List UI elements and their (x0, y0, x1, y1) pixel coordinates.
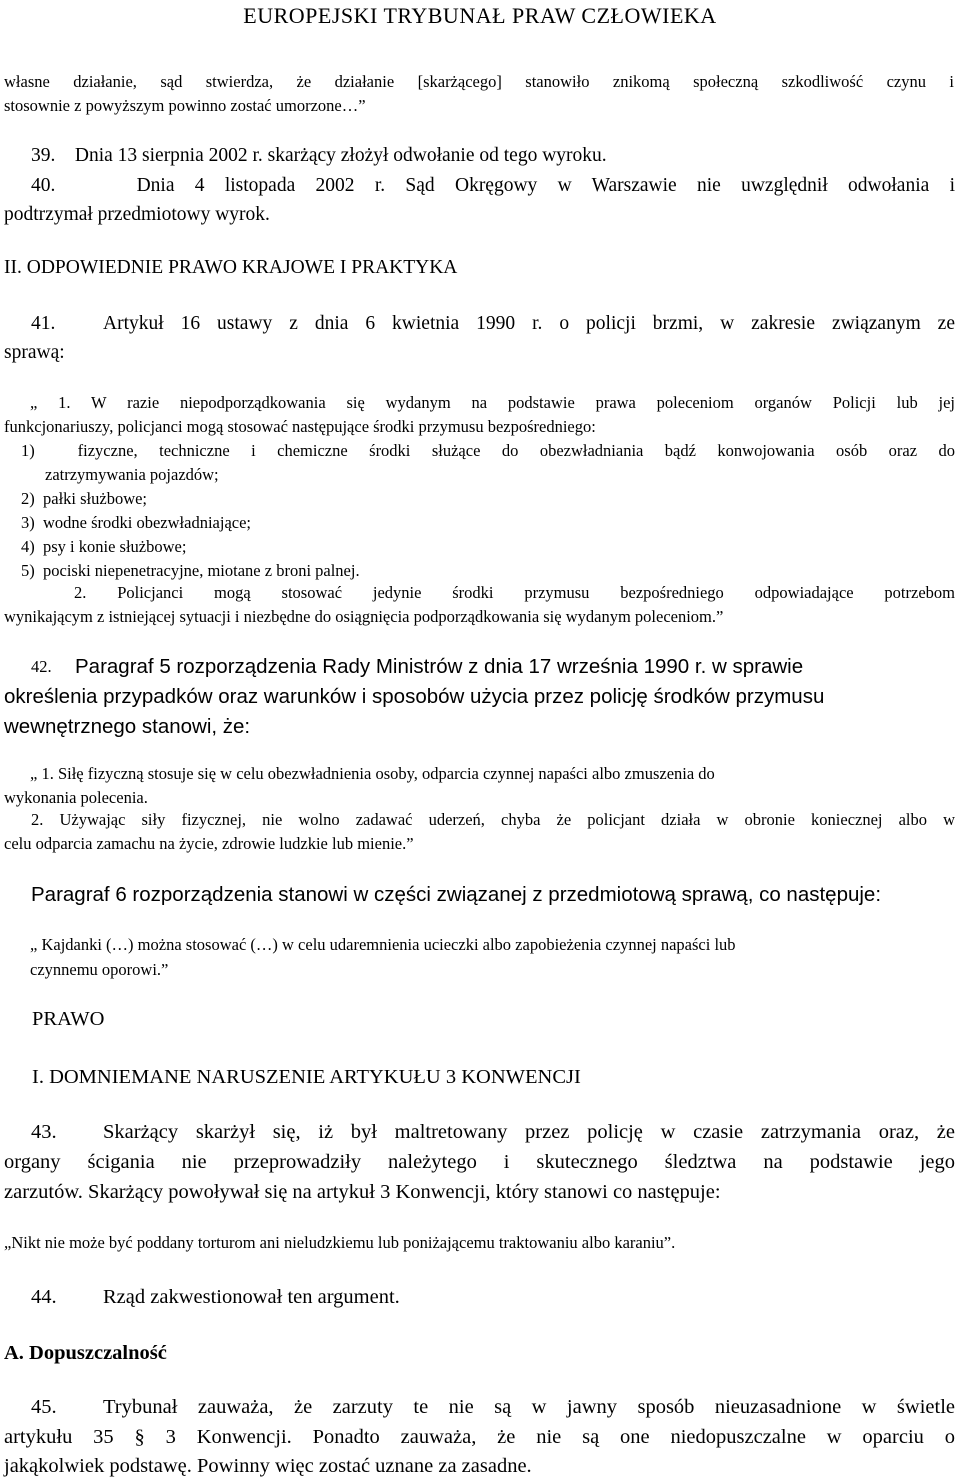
paragraph-41-line: sprawą: (4, 342, 65, 363)
statute-line: funkcjonariuszy, policjanci mogą stosować następujące środki przymusu bezpośredniego: (4, 417, 596, 436)
subsection-heading: A. Dopuszczalność (4, 1342, 167, 1364)
paragraph-40-line: podtrzymał przedmiotowy wyrok. (4, 204, 270, 225)
paragraph-44: Rząd zakwestionował ten argument. (103, 1286, 400, 1308)
statute-item: 1) fizyczne, techniczne i chemiczne środki służące do obezwładniania bądź konwojowania osób oraz do (21, 441, 955, 460)
statute-item: 3) wodne środki obezwładniające; (21, 513, 252, 532)
paragraph-45-line: jakąkolwiek podstawę. Powinny więc zostać uznane za zasadne. (4, 1455, 532, 1477)
statute-line: 2. Policjanci mogą stosować jedynie środki przymusu bezpośredniego odpowiadające potrzebom (74, 583, 955, 602)
paragraph-43-line: zarzutów. Skarżący powoływał się na artykuł 3 Konwencji, który stanowi co następuje: (4, 1181, 721, 1203)
statute-line: wynikającym z istniejącej sytuacji i niezbędne do osiągnięcia podporządkowania się wydanym poleceniom.” (4, 607, 724, 626)
paragraph-43-line: organy ścigania nie przeprowadziły należytego i skutecznego śledztwa na podstawie jego (4, 1151, 955, 1173)
paragraph-42-line: określenia przypadków oraz warunków i sposobów użycia przez policję środków przymusu (4, 685, 825, 708)
running-header: EUROPEJSKI TRYBUNAŁ PRAW CZŁOWIEKA (243, 3, 717, 28)
statute-item: 4) psy i konie służbowe; (21, 537, 187, 556)
paragraph-number: 42. (31, 657, 52, 676)
statute-item: zatrzymywania pojazdów; (45, 465, 219, 484)
paragraph-number: 44. (31, 1286, 57, 1308)
regulation-line: 2. Używając siły fizycznej, nie wolno zadawać uderzeń, chyba że policjant działa w obronie koniecznej albo w (31, 810, 955, 829)
part-heading: PRAWO (32, 1008, 105, 1030)
regulation-line: „ Kajdanki (…) można stosować (…) w celu udaremnienia ucieczki albo zapobieżenia czynnej napaści lub (30, 935, 736, 954)
section-heading: I. DOMNIEMANE NARUSZENIE ARTYKUŁU 3 KONWENCJI (32, 1066, 581, 1088)
paragraph-number: 43. (31, 1121, 57, 1143)
regulation-line: wykonania polecenia. (4, 788, 148, 807)
statute-item: 2) pałki służbowe; (21, 489, 148, 508)
paragraph-43-line: Skarżący skarżył się, iż był maltretowany przez policję w czasie zatrzymania oraz, że (103, 1121, 955, 1143)
paragraph-45-line: artykułu 35 § 3 Konwencji. Ponadto zauważa, że nie są one niedopuszczalne w oparciu o (4, 1426, 955, 1448)
paragraph-42-line: Paragraf 5 rozporządzenia Rady Ministrów z dnia 17 września 1990 r. w sprawie (75, 655, 804, 678)
statute-line: „ 1. W razie niepodporządkowania się wydanym na podstawie prawa poleceniom organów Policji lub jej (30, 393, 955, 412)
convention-quote: „Nikt nie może być poddany torturom ani nieludzkiemu lub poniżającemu traktowaniu albo karaniu”. (4, 1233, 676, 1252)
paragraph-40-line: 40. Dnia 4 listopada 2002 r. Sąd Okręgowy w Warszawie nie uwzględnił odwołania i (31, 175, 955, 196)
quote-line: własne działanie, sąd stwierdza, że działanie [skarżącego] stanowiło znikomą społeczną szkodliwość czynu i (4, 72, 954, 91)
statute-item: 5) pociski niepenetracyjne, miotane z broni palnej. (21, 561, 360, 580)
paragraph-39: 39. Dnia 13 sierpnia 2002 r. skarżący złożył odwołanie od tego wyroku. (31, 145, 607, 166)
paragraph-41-line: Artykuł 16 ustawy z dnia 6 kwietnia 1990 r. o policji brzmi, w zakresie związanym ze (103, 313, 955, 334)
regulation-line: „ 1. Siłę fizyczną stosuje się w celu obezwładnienia osoby, odparcia czynnej napaści albo zmuszenia do (30, 764, 715, 783)
section-heading: II. ODPOWIEDNIE PRAWO KRAJOWE I PRAKTYKA (4, 257, 458, 278)
quote-line: stosownie z powyższym powinno zostać umorzone…” (4, 96, 366, 115)
paragraph-number: 45. (31, 1396, 57, 1418)
paragraph-line: Paragraf 6 rozporządzenia stanowi w części związanej z przedmiotową sprawą, co następuje: (31, 883, 882, 906)
paragraph-45-line: Trybunał zauważa, że zarzuty te nie są w jawny sposób nieuzasadnione w świetle (103, 1396, 955, 1418)
paragraph-42-line: wewnętrznego stanowi, że: (4, 715, 251, 738)
paragraph-number: 41. (31, 313, 56, 334)
regulation-line: celu odparcia zamachu na życie, zdrowie ludzkie lub mienie.” (4, 834, 414, 853)
regulation-line: czynnemu oporowi.” (30, 960, 169, 979)
